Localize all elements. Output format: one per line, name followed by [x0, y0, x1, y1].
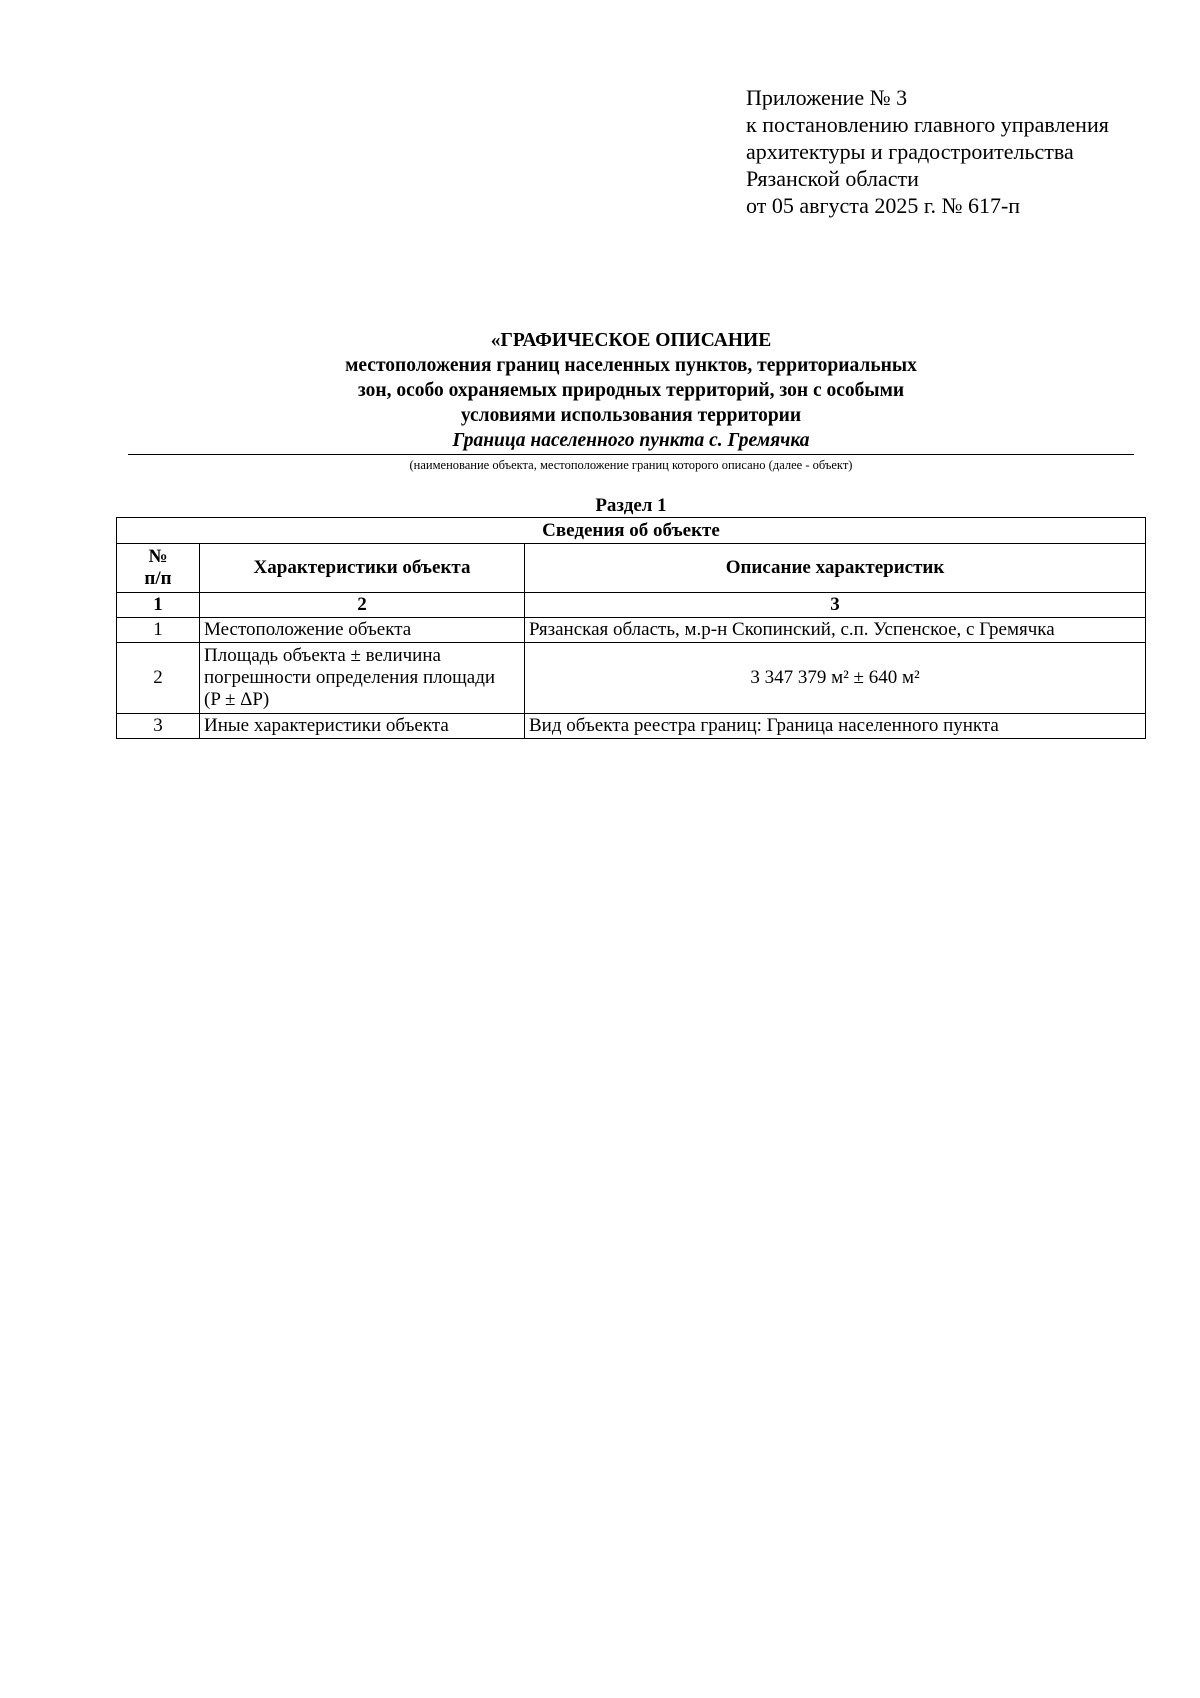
table-row	[117, 643, 1146, 714]
column-number: 2	[200, 593, 525, 618]
header-description: Описание характеристик	[525, 544, 1146, 593]
column-number: 3	[525, 593, 1146, 618]
row-num: 3	[117, 714, 200, 739]
row-characteristic-line: погрешности определения площади	[204, 667, 496, 688]
object-name: Граница населенного пункта с. Гремячка	[452, 430, 810, 451]
table-row	[117, 714, 1146, 739]
approval-block	[746, 84, 1166, 219]
object-name-caption: (наименование объекта, местоположение границ которого описано (далее - объект)	[409, 458, 853, 472]
approval-line: Рязанской области	[746, 166, 919, 191]
document-title-block	[128, 328, 1134, 473]
header-num-line: п/п	[144, 568, 172, 589]
header-characteristic: Характеристики объекта	[200, 544, 525, 593]
approval-line: от 05 августа 2025 г. № 617-п	[746, 193, 1021, 218]
approval-line: к постановлению главного управления	[746, 112, 1109, 137]
row-characteristic: Местоположение объекта	[200, 618, 525, 643]
underline-divider	[128, 454, 1134, 455]
row-description: Вид объекта реестра границ: Граница населенного пункта	[525, 714, 1146, 739]
approval-line: Приложение № 3	[746, 85, 908, 110]
row-characteristic-line: (P ± ΔP)	[204, 689, 270, 710]
document-subtitle-line: зон, особо охраняемых природных территорий, зон с особыми	[357, 380, 905, 401]
table-header-row	[117, 544, 1146, 593]
row-num: 2	[117, 643, 200, 714]
document-subtitle-line: местоположения границ населенных пунктов, территориальных	[345, 355, 917, 376]
column-number-row	[117, 593, 1146, 618]
document-subtitle-line: условиями использования территории	[460, 405, 802, 426]
object-info-table	[116, 517, 1146, 739]
row-num: 1	[117, 618, 200, 643]
header-num-line: №	[148, 546, 168, 567]
row-description: 3 347 379 м² ± 640 м²	[525, 643, 1146, 714]
document-title: «ГРАФИЧЕСКОЕ ОПИСАНИЕ	[490, 330, 772, 351]
row-description: Рязанская область, м.р-н Скопинский, с.п. Успенское, с Гремячка	[525, 618, 1146, 643]
row-characteristic	[200, 643, 525, 714]
section-title: Раздел 1	[595, 495, 667, 516]
table-caption: Сведения об объекте	[117, 518, 1146, 544]
row-characteristic-line: Площадь объекта ± величина	[204, 645, 441, 666]
table-row	[117, 618, 1146, 643]
approval-line: архитектуры и градостроительства	[746, 139, 1074, 164]
table-caption-row	[117, 518, 1146, 544]
row-characteristic: Иные характеристики объекта	[200, 714, 525, 739]
column-number: 1	[117, 593, 200, 618]
header-num	[117, 544, 200, 593]
